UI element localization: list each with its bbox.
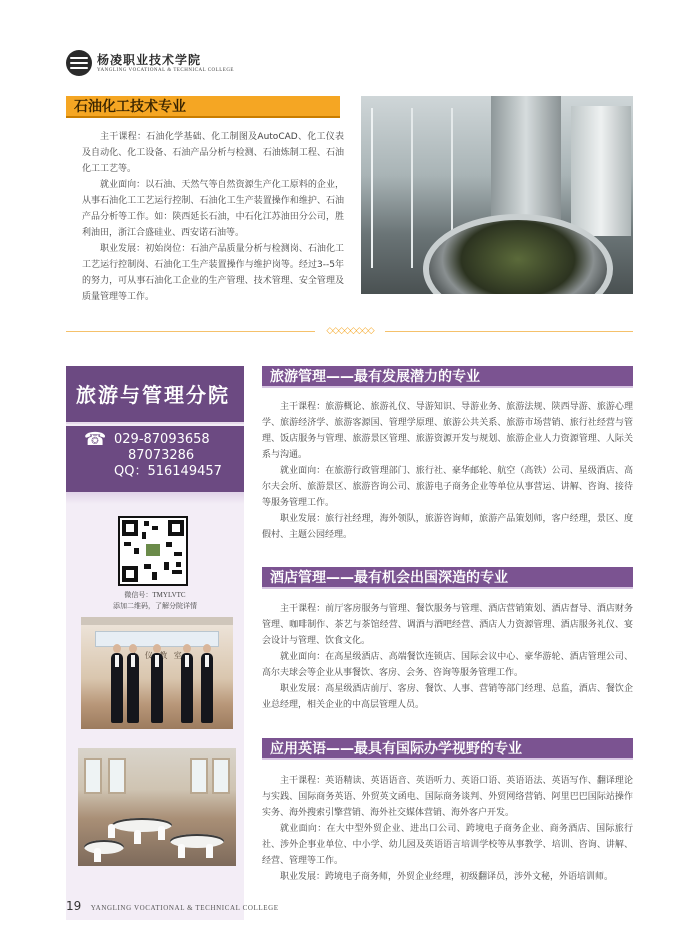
english-employment: 就业面向：在大中型外贸企业、进出口公司、跨境电子商务企业、商务酒店、国际旅行社、涉外企事业单位、中小学、幼儿园及英语语言培训学校等从事教学、培训、咨询、讲解、经营、管理等工作。 [262,824,633,866]
wechat-qr-code[interactable] [118,516,188,586]
hotel-career: 职业发展：高星级酒店前厅、客房、餐饮、人事、营销等部门经理、总监，酒店、餐饮企业总经理，相关企业的中高层管理人员。 [262,684,633,710]
tourism-title: 旅游管理——最有发展潜力的专业 [262,366,633,388]
petrochem-title: 石油化工技术专业 [66,96,340,118]
hotel-courses: 主干课程：前厅客房服务与管理、餐饮服务与管理、酒店营销策划、酒店督导、酒店财务管理、咖啡制作、茶艺与茶馆经营、调酒与酒吧经营、酒店人力资源管理、酒店服务礼仪、宴会设计与管理、饮食文化。 [262,604,633,646]
petrochem-employment: 就业面向：以石油、天然气等自然资源生产化工原料的企业，从事石油化工工艺运行控制、石油化工生产装置操作和维护、石油产品分析等工作。如：陕西延长石油，中石化江苏油田分公司，胜利油田，浙江合盛硅业、西安诺石油等。 [82,180,344,238]
tourism-body [262,399,633,543]
phone-number-1: 029-87093658 [114,432,210,447]
page-footer [66,899,279,913]
hotel-body [262,601,633,713]
tourism-employment: 就业面向：在旅游行政管理部门、旅行社、豪华邮轮、航空（高铁）公司、星级酒店、高尔夫会所、旅游景区、旅游咨询公司、旅游电子商务企业等单位从事营运、讲解、咨询、接待等服务管理工作。 [262,466,633,508]
college-name-cn: 杨凌职业技术学院 [97,52,202,67]
petrochem-body [82,129,344,305]
tourism-career: 职业发展：旅行社经理，海外领队，旅游咨询师，旅游产品策划师，客户经理，景区、度假村、主题公园经理。 [262,514,633,540]
tourism-courses: 主干课程：旅游概论、旅游礼仪、导游知识、导游业务、旅游法规、陕西导游、旅游心理学、旅游经济学、旅游客源国、管理学原理、旅游公共关系、旅游市场营销、旅行社经营与管理、饭店服务与管理、旅游景区管理、旅游资源开发与规划、旅游企业人力资源管理、人际关系与沟通。 [262,402,633,460]
divider-ornament: ◇◇◇◇◇◇◇◇ [315,325,385,337]
footer-college-name: YANGLING VOCATIONAL & TECHNICAL COLLEGE [90,904,279,912]
telephone-icon: ☎ [84,429,107,450]
wechat-caption [66,590,244,612]
lab-equipment-photo [361,96,633,294]
college-name-en: YANGLING VOCATIONAL & TECHNICAL COLLEGE [97,67,234,73]
english-title: 应用英语——最具有国际办学视野的专业 [262,738,633,760]
banquet-hall-photo [78,748,236,866]
qq-number: QQ：516149457 [114,464,222,479]
division-name: 旅游与管理分院 [76,383,230,407]
wechat-hint: 添加二维码，了解分院详情 [113,602,197,610]
division-header [66,366,244,424]
hotel-employment: 就业面向：在高星级酒店、高端餐饮连锁店、国际会议中心、豪华游轮、酒店管理公司、高尔夫球会等企业从事餐饮、客房、会务、咨询等服务管理工作。 [262,652,633,678]
english-body [262,773,633,885]
etiquette-classroom-photo [81,617,233,729]
petrochem-courses: 主干课程：石油化学基础、化工制图及AutoCAD、化工仪表及自动化、化工设备、石油产品分析与检测、石油炼制工程、石油化工工艺等。 [82,132,344,174]
classroom-sign: 仪 教 室 [144,651,184,660]
wechat-id: 微信号：TMYLVTC [124,591,186,599]
college-logo [66,50,234,76]
page-number: 19 [66,899,82,913]
college-emblem-icon [66,50,92,76]
petrochem-career: 职业发展：初始岗位：石油产品质量分析与检测岗、石油化工工艺运行控制岗、石油化工生产装置操作与维护岗等。经过3--5年的努力，可从事石油化工企业的生产管理、技术管理、安全管理及质量管理等工作。 [82,244,344,302]
phone-number-2: 87073286 [128,448,195,463]
english-career: 职业发展：跨境电子商务师，外贸企业经理，初级翻译员，涉外文秘，外语培训师。 [280,872,614,882]
english-courses: 主干课程：英语精读、英语语音、英语听力、英语口语、英语语法、英语写作、翻译理论与实践、国际商务英语、外贸英文函电、国际商务谈判、外贸网络营销、阿里巴巴国际站操作实务、海外搜索引擎营销、海外社交媒体营销、海外客户开发。 [262,776,633,818]
hotel-title: 酒店管理——最有机会出国深造的专业 [262,567,633,589]
division-contact [66,426,244,492]
